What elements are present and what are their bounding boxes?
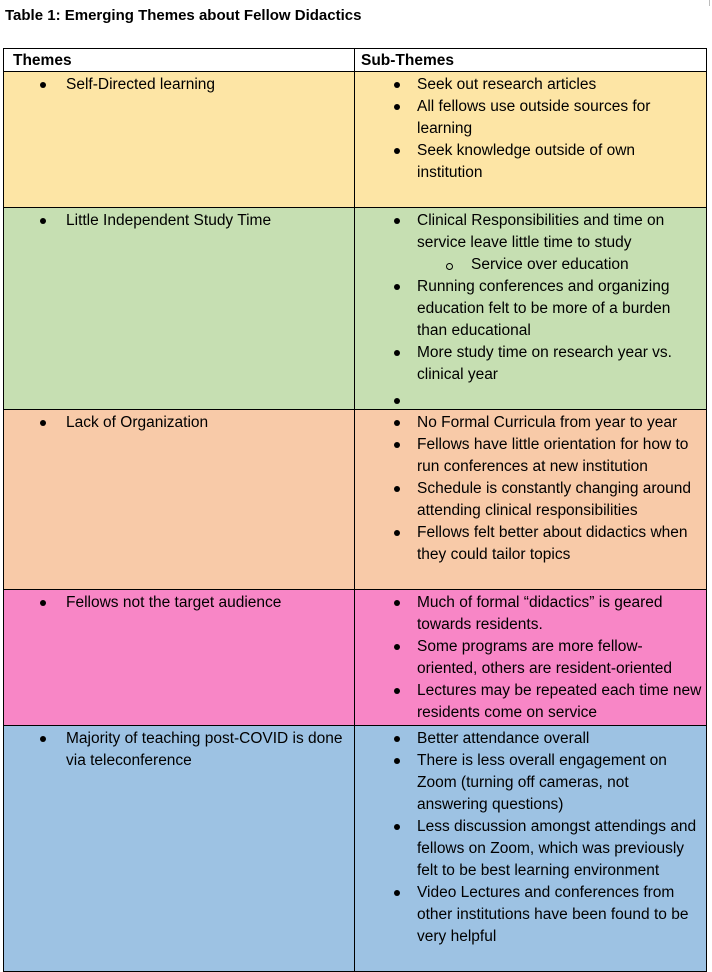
theme-label: Self-Directed learning bbox=[66, 76, 216, 93]
bullet-icon bbox=[394, 218, 400, 224]
subtheme-cell bbox=[355, 72, 707, 208]
bullet-icon bbox=[40, 420, 46, 426]
list-item: There is less overall engagement on Zoom (turning off cameras, not answering questions) bbox=[355, 750, 702, 816]
table-caption: Table 1: Emerging Themes about Fellow Didactics bbox=[5, 7, 362, 24]
table-row bbox=[4, 410, 707, 590]
list-item bbox=[355, 386, 702, 408]
theme-cell bbox=[4, 726, 355, 972]
bullet-icon bbox=[394, 600, 400, 606]
bullet-icon bbox=[394, 350, 400, 356]
list-item: Seek out research articles bbox=[355, 74, 702, 96]
bullet-icon bbox=[394, 284, 400, 290]
subtheme-cell bbox=[355, 590, 707, 726]
theme-cell bbox=[4, 72, 355, 208]
list-item: No Formal Curricula from year to year bbox=[355, 412, 702, 434]
list-item: Running conferences and organizing education felt to be more of a burden than educational bbox=[355, 276, 702, 342]
list-item: Much of formal “didactics” is geared towards residents. bbox=[355, 592, 702, 636]
header-row bbox=[4, 49, 707, 72]
bullet-icon bbox=[394, 442, 400, 448]
bullet-icon bbox=[394, 688, 400, 694]
bullet-icon bbox=[394, 486, 400, 492]
theme-label: Lack of Organization bbox=[66, 414, 209, 431]
bullet-icon bbox=[394, 148, 400, 154]
list-item: All fellows use outside sources for learning bbox=[355, 96, 702, 140]
theme-label: Majority of teaching post-COVID is done via teleconference bbox=[66, 730, 343, 769]
table-row bbox=[4, 590, 707, 726]
bullet-icon bbox=[40, 218, 46, 224]
theme-cell bbox=[4, 410, 355, 590]
theme-label: Fellows not the target audience bbox=[66, 594, 282, 611]
theme-cell bbox=[4, 208, 355, 410]
bullet-icon bbox=[394, 530, 400, 536]
theme-cell bbox=[4, 590, 355, 726]
bullet-icon bbox=[394, 82, 400, 88]
header-themes: Themes bbox=[4, 49, 355, 72]
list-item: Fellows have little orientation for how to run conferences at new institution bbox=[355, 434, 702, 478]
subtheme-cell bbox=[355, 410, 707, 590]
list-item: More study time on research year vs. clinical year bbox=[355, 342, 702, 386]
themes-table bbox=[3, 48, 707, 972]
list-item: Some programs are more fellow-oriented, others are resident-oriented bbox=[355, 636, 702, 680]
bullet-icon bbox=[394, 104, 400, 110]
list-item: Service over education bbox=[355, 254, 702, 276]
bullet-icon bbox=[394, 824, 400, 830]
edge-mark bbox=[709, 0, 710, 6]
list-item: Schedule is constantly changing around attending clinical responsibilities bbox=[355, 478, 702, 522]
bullet-icon bbox=[394, 644, 400, 650]
list-item: Lectures may be repeated each time new residents come on service bbox=[355, 680, 702, 724]
list-item: Better attendance overall bbox=[355, 728, 702, 750]
list-item: Seek knowledge outside of own institution bbox=[355, 140, 702, 184]
bullet-icon bbox=[40, 736, 46, 742]
list-item: Fellows felt better about didactics when they could tailor topics bbox=[355, 522, 702, 566]
bullet-icon bbox=[394, 398, 400, 404]
table-row bbox=[4, 72, 707, 208]
subtheme-cell bbox=[355, 726, 707, 972]
list-item: Video Lectures and conferences from other institutions have been found to be very helpful bbox=[355, 882, 702, 948]
bullet-icon bbox=[394, 420, 400, 426]
list-item: Less discussion amongst attendings and fellows on Zoom, which was previously felt to be best learning environment bbox=[355, 816, 702, 882]
subtheme-cell bbox=[355, 208, 707, 410]
table-row bbox=[4, 726, 707, 972]
bullet-icon bbox=[394, 758, 400, 764]
header-subthemes: Sub-Themes bbox=[355, 49, 707, 72]
table-row bbox=[4, 208, 707, 410]
list-item: Clinical Responsibilities and time on service leave little time to study bbox=[355, 210, 702, 254]
bullet-icon bbox=[40, 600, 46, 606]
bullet-icon bbox=[394, 736, 400, 742]
circle-bullet-icon bbox=[446, 263, 453, 270]
theme-label: Little Independent Study Time bbox=[66, 212, 272, 229]
bullet-icon bbox=[40, 82, 46, 88]
bullet-icon bbox=[394, 890, 400, 896]
